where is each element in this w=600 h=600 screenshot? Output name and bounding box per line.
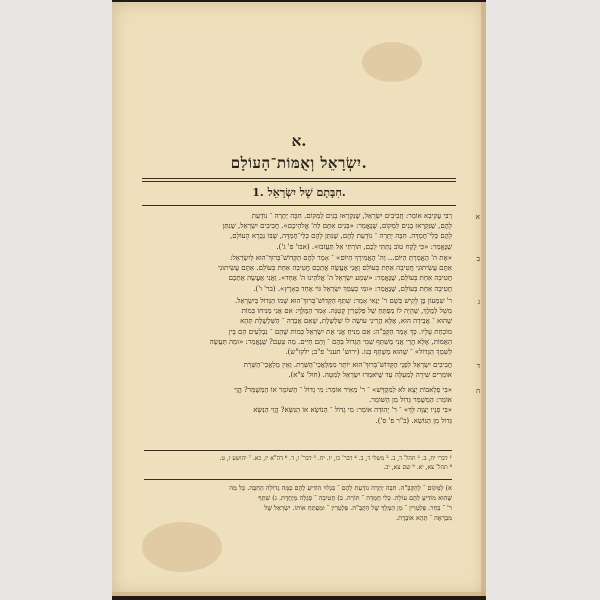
text-line: אוֹמֵר: הַמְשֻׁמָּר גָּדוֹל מִן הַשּׁוֹמֵר. xyxy=(369,396,452,405)
paragraph xyxy=(144,253,452,294)
paragraph xyxy=(144,296,452,357)
section-rule xyxy=(142,205,456,206)
title-rule xyxy=(142,181,456,182)
text-line: לְשִׁמְךָ הַגָּדוֹל» ־ שֶׁהוּא מְשֻׁתָּף בָּנוּ. (ירוש' תעני' פ"ב; ילקו"ש). xyxy=(285,348,452,357)
text-line: גָּדוֹל מִן הַנּוֹשֵׂא. (ב"ר פ' ס'). xyxy=(375,416,452,425)
footnote-line: מִבְרְאָה ־ תְּהֵא אוֹבֶדֶת. xyxy=(396,514,452,522)
scan-background-left xyxy=(0,0,112,600)
title-rule xyxy=(142,178,456,179)
page-edge xyxy=(112,592,486,596)
text-line: שֶׁהוּא ־ אֲבֵידָה הוּא, אֶלָּא הֲרֵינִי עוֹשֶׂה לוֹ שַׁלְשֶׁלֶת, שֶׁאִם אֲבֵדָה ־ הַשַּׁלְשֶׁלֶת תְּהֵא xyxy=(240,317,452,326)
chapter-letter: א. xyxy=(291,132,307,150)
text-line: אַתֶּם עֲשִׂיתוּנִי חֲטִיבָה אַחַת בָּעוֹלָם וַאֲנִי אֶעֱשֶׂה אֶתְכֶם חֲטִיבָה אַחַת בָּעוֹלָם. אַתֶּם עֲשִׂיתוּנִי xyxy=(218,264,452,273)
page-stain xyxy=(362,42,422,82)
footnotes-rule xyxy=(144,479,452,480)
text-line: לָהֶם, שֶׁנִּקְרְאוּ בָנִים לַמָּקוֹם, שֶׁנֶּאֱמַר: «בָּנִים אַתֶּם לַה' אֱלֹהֵיכֶם». חֲבִיבִים יִשְׂרָאֵל, שֶׁנִּתַּן xyxy=(222,222,452,231)
text-line: «בִּי פְלָאבוֹת יָצָא לֹא לְמִקְדָּשׁ» ־ ר' מֵאִיר אוֹמֵר: מִי גָדוֹל ־ הַשּׁוֹמֵר אוֹ הַמְשֻׁמָּר? הֱוֵי xyxy=(234,386,452,394)
paragraph xyxy=(144,360,452,380)
scan-background-right xyxy=(486,0,600,600)
paragraph-marker: ג xyxy=(477,298,480,306)
text-line: הָאֻמּוֹת, אֶלָּא הֲרֵי אֲנִי מְשַׁתֵּף שְׁמִי הַגָּדוֹל בָּהֶם ־ וְהֵם חַיִּים. מַה טַּעַם? שֶׁנֶּאֱמַר: «וּמַה תַּעֲשֶׂה xyxy=(209,337,452,346)
text-line: מָשָׁל לְמֶלֶךְ, שֶׁהָיָה לוֹ מַפְתֵּחַ שֶׁל פַּלְטֵרִין קְטַנָּה. אָמַר הַמֶּלֶךְ: אִם אֲנִי מַנִּיחוֹ כְּמוֹת xyxy=(241,307,452,316)
chapter-title: יִשְׂרָאֵל וְאֻמּוֹת־הָעוֹלָם. xyxy=(230,154,368,172)
paragraph xyxy=(144,385,452,426)
text-line: ר' שִׁמְעוֹן בֶּן לָקִישׁ בְּשֵׁם ר' יַנַּאי אָמַר: שִׁתֵּף הַקָּדוֹשׁ־בָּרוּךְ־הוּא שְׁמוֹ הַגָּדוֹל בְּיִשְׂרָאֵל. xyxy=(234,297,452,305)
references xyxy=(144,454,452,472)
text-line: אוֹמְרִים שִׁירָה לְמַעְלָה עַד שֶׁיֹּאמְרוּ יִשְׂרָאֵל לְמַטָּה. (חול' צ"א). xyxy=(288,371,452,380)
reference-line: ⁸ תהל' צא, יא. ⁹ שם צא, יב. xyxy=(383,464,452,471)
page-stain xyxy=(142,522,222,572)
text-line: חֲטִיבָה אַחַת בָּעוֹלָם, שֶׁנֶּאֱמַר: «שְׁמַע יִשְׂרָאֵל ה' אֱלֹהֵינוּ ה' אֶחָד». וַאֲנִי אֶעֱשֶׂה אֶתְכֶם xyxy=(228,274,452,283)
paragraph-marker: ב xyxy=(476,255,480,263)
reference-line: ¹ דברי יח, ב. ² תהל' ד, ב. ³ משלי ד, ב. ⁴ דבר' כו, יז. יח. ⁵ דבר' ו, ד. ⁶ דה"א יז, כא. ⁷ יהושע ז, ט. xyxy=(219,455,452,462)
paragraph-marker: ה xyxy=(475,387,480,395)
paragraph-marker: ד xyxy=(476,362,480,370)
page-edge xyxy=(481,2,486,596)
text-line: שֶׁנֶּאֱמַר: «כִּי לֶקַח טוֹב נָתַתִּי לָכֶם, תּוֹרָתִי אַל תַּעֲזֹבוּ». (אבו' פ' ג'). xyxy=(276,242,452,251)
footnotes xyxy=(144,483,452,523)
text-line: «בִּי פָנָיו יְצַוֶּה לָּךְ» ־ ר' יְהוּדָה אוֹמֵר: מִי גָדוֹל ־ הַנּוֹשֵׂא אוֹ הַנִּשָּׂא? הֱוֵי הַנִּשָּׂא xyxy=(253,406,452,415)
paragraph xyxy=(144,211,452,252)
text-line: מוֹכַחַת עָלָיו. כָּךְ אָמַר הַקָּבָּ"ה: אִם מַנִּיחַ אֲנִי אֶת יִשְׂרָאֵל כְּמוֹת שֶׁהֵם ־ נִבְלָעִים הֵם בֵּין xyxy=(228,327,452,336)
footnote-line: א) לַמָּקוֹם ־ לְהַקָּבָּ"ה. חִבָּה יְתֵרָה נוֹדַעַת לָהֶם ־ בִּגְלוּי הוֹדִיעַ לָהֶם כַּמָּה גְדוֹלָה הַחִבָּה. כָּל מַה xyxy=(229,484,452,492)
references-rule xyxy=(144,450,452,451)
text-line: לָהֶם כְּלִי־חֶמְדָּה. חִבָּה יְתֵרָה ־ נוֹדַעַת לָהֶם, שֶׁנִּתַּן לָהֶם כְּלִי־חֶמְדָּה, שֶׁבּוֹ נִבְרָא הָעוֹלָם, xyxy=(230,232,452,241)
footnote-line: ר' ־ בַּחַר. פַּלְטֵרִין ־ מִן הַמֶּלֶךְ שֶׁל הַקָּבָּ"ה. פַּלְטֵרִין ־ וּמַפְתֵּחַ אוֹתוֹ. יִשְׂרָאֵל שֶׁל xyxy=(264,504,452,512)
book-page xyxy=(112,2,486,596)
footnote-line: שֶּׁהוּא מוֹדִיעַ לָהֶם עוֹלָה. כְּלִי חֶמְדָּה ־ תּוֹרָה. ב) חֲטִיבָה ־ סְגֻלָּה מְיֻחֶדֶת. ג) שִׁתֵּף xyxy=(258,494,452,502)
section-title: 1. חִבָּתָם שֶׁל יִשְׂרָאֵל. xyxy=(252,186,346,199)
paragraph-marker: א xyxy=(475,213,480,221)
text-line: רַבִּי עֲקִיבָא אוֹמֵר: חֲבִיבִים יִשְׂרָאֵל, שֶׁנִּקְרְאוּ בָנִים לַמָּקוֹם. חִבָּה יְתֵרָה ־ נוֹדַעַת xyxy=(251,212,452,220)
text-line: «אֶת ה' הֶאֱמַרְתָּ הַיּוֹם... וַה' הֶאֱמִירְךָ הַיּוֹם» ־ אָמַר לָהֶם הַקָּדוֹשׁ־בָּרוּךְ־הוּא לְיִשְׂרָאֵל: xyxy=(230,254,452,262)
text-line: חֲטִיבָה אַחַת בָּעוֹלָם, שֶׁנֶּאֱמַר: «וּמִי כְעַמְּךָ יִשְׂרָאֵל גּוֹי אֶחָד בָּאָרֶץ». (בר' ו'). xyxy=(253,284,452,293)
text-line: חֲבִיבִים יִשְׂרָאֵל לִפְנֵי הַקָּדוֹשׁ־בָּרוּךְ־הוּא יוֹתֵר מִמַּלְאֲכֵי־הַשָּׁרֵת. וְאֵין מַלְאֲכֵי־הַשָּׁרֵת xyxy=(243,361,452,369)
